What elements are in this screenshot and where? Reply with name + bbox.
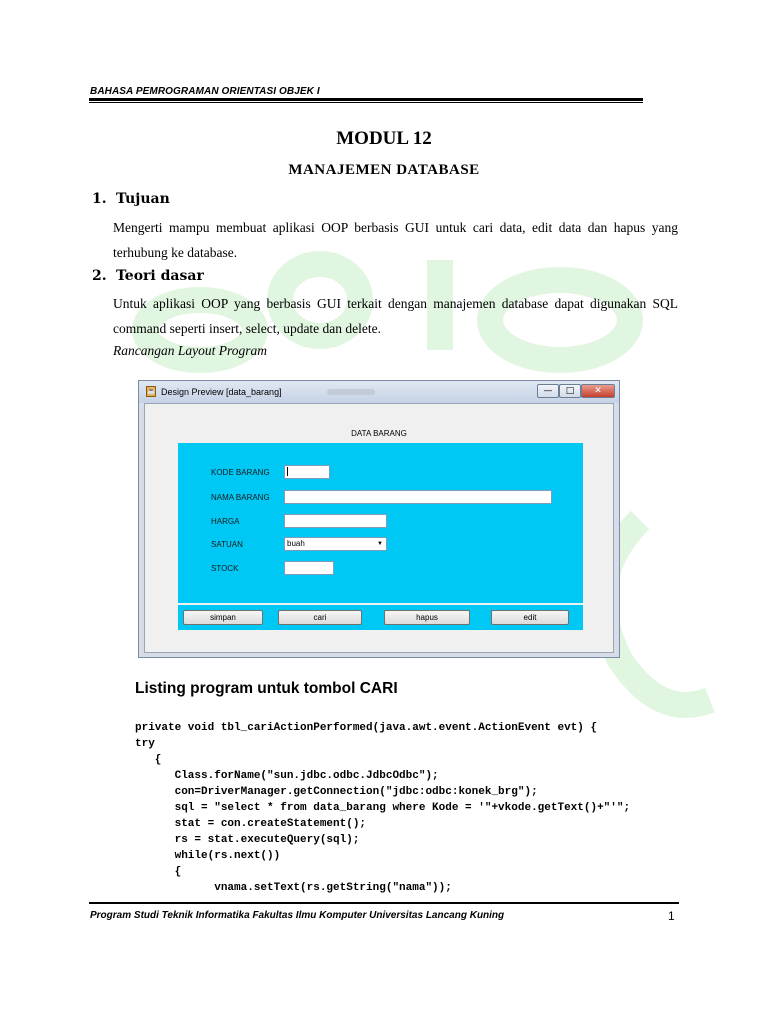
- module-subtitle: MANAJEMEN DATABASE: [288, 162, 480, 178]
- page-number: 1: [668, 909, 675, 923]
- section-text-teori: Untuk aplikasi OOP yang berbasis GUI terkait dengan manajemen database dapat digunakan SQL command seperti insert, select, update dan delete.: [113, 296, 678, 336]
- label-nama-barang: NAMA BARANG: [211, 493, 270, 502]
- hapus-button[interactable]: hapus: [384, 610, 470, 625]
- section-number: 2.: [92, 268, 107, 284]
- window-title: Design Preview [data_barang]: [161, 387, 282, 397]
- form-title: DATA BARANG: [351, 429, 407, 438]
- close-button[interactable]: ✕: [581, 384, 615, 398]
- label-stock: STOCK: [211, 564, 239, 573]
- layout-caption: Rancangan Layout Program: [113, 343, 267, 358]
- footer-rule: [89, 902, 679, 904]
- kode-barang-input[interactable]: [284, 465, 330, 479]
- stock-input[interactable]: [284, 561, 334, 575]
- header-rule: [89, 98, 643, 101]
- section-heading-teori: [92, 268, 204, 284]
- edit-button[interactable]: edit: [491, 610, 569, 625]
- module-title: MODUL 12: [336, 128, 432, 149]
- satuan-select[interactable]: [284, 537, 387, 551]
- section-title: Tujuan: [116, 191, 170, 207]
- footer-text: Program Studi Teknik Informatika Fakultas Ilmu Komputer Universitas Lancang Kuning: [90, 910, 505, 921]
- simpan-button[interactable]: simpan: [183, 610, 263, 625]
- section-heading-tujuan: [92, 191, 170, 207]
- form-panel: [178, 443, 583, 603]
- harga-input[interactable]: [284, 514, 387, 528]
- label-satuan: SATUAN: [211, 540, 243, 549]
- button-panel: [178, 605, 583, 630]
- satuan-selected-value: buah: [287, 539, 305, 548]
- section-number: 1.: [92, 191, 107, 207]
- listing-heading: Listing program untuk tombol CARI: [135, 680, 398, 697]
- design-preview-window: [138, 380, 620, 658]
- text-caret: [287, 467, 288, 476]
- header-rule-thin: [89, 102, 643, 103]
- section-title: Teori dasar: [116, 268, 204, 284]
- code-listing: private void tbl_cariActionPerformed(java.awt.event.ActionEvent evt) { try { Class.forName("sun.jdbc.odbc.JdbcOdbc"); con=DriverManager.getConnection("jdbc:odbc:konek_brg"); sql = "select * from data_barang where Kode = '"+vkode.getText()+"'"; stat = con.createStatement(); rs = stat.executeQuery(sql); while(rs.next()) { vnama.setText(rs.getString("nama"));: [135, 722, 631, 894]
- section-text-tujuan: Mengerti mampu membuat aplikasi OOP berbasis GUI untuk cari data, edit data dan hapus yang terhubung ke database.: [113, 220, 678, 260]
- minimize-button[interactable]: —: [537, 384, 559, 398]
- chevron-down-icon: ▼: [377, 541, 383, 547]
- label-kode-barang: KODE BARANG: [211, 468, 270, 477]
- blurred-title-text: [327, 389, 375, 395]
- cari-button[interactable]: cari: [278, 610, 362, 625]
- maximize-button[interactable]: □: [559, 384, 581, 398]
- java-cup-icon: ☕: [147, 388, 156, 395]
- running-header: BAHASA PEMROGRAMAN ORIENTASI OBJEK I: [90, 86, 320, 97]
- window-client-area: [144, 403, 614, 653]
- label-harga: HARGA: [211, 517, 240, 526]
- nama-barang-input[interactable]: [284, 490, 552, 504]
- window-titlebar[interactable]: [139, 381, 619, 403]
